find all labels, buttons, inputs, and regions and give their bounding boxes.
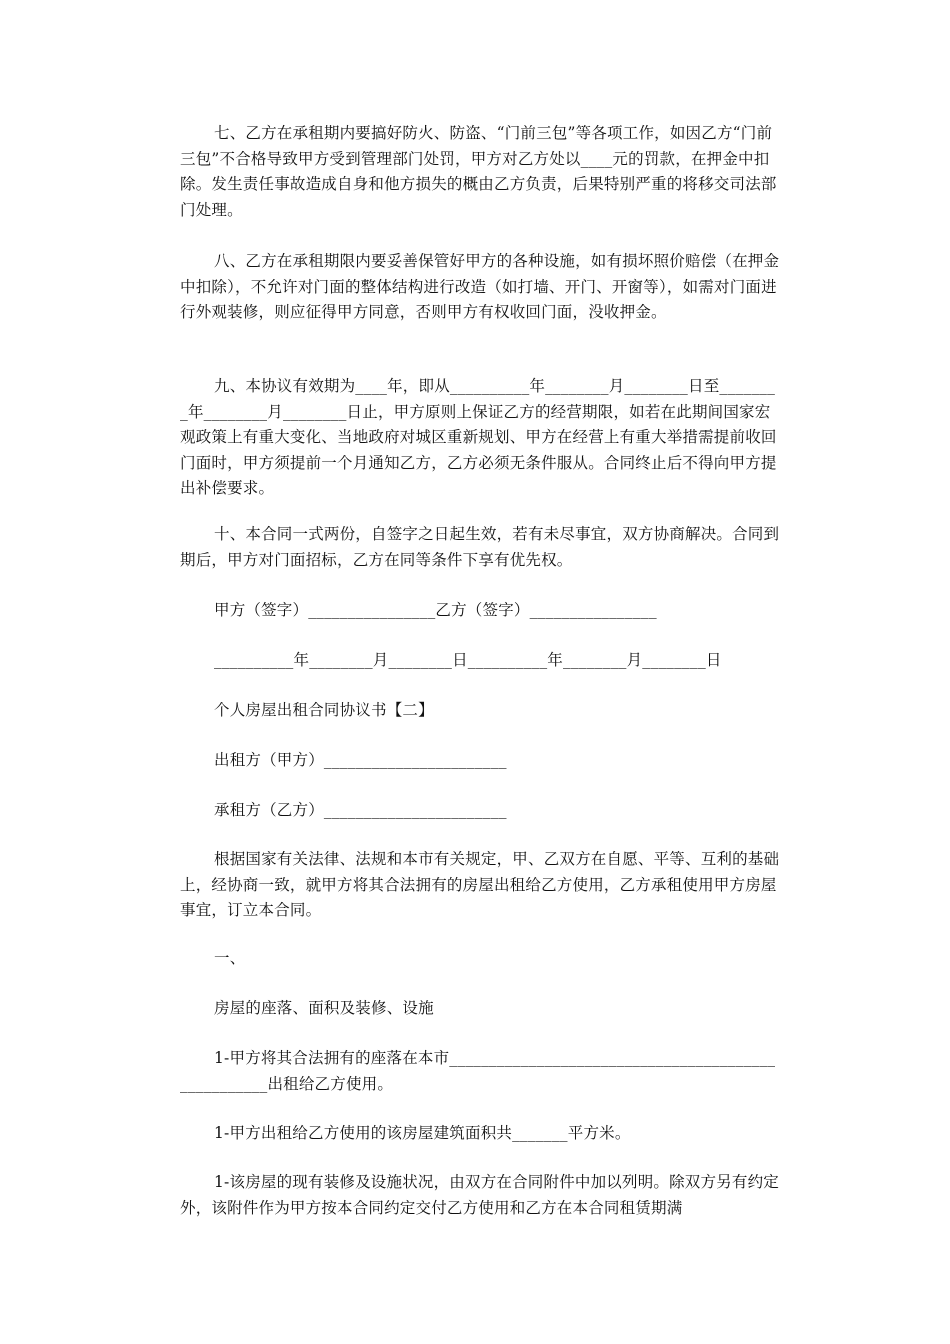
lessee-line: 承租方（乙方）_______________________ [214, 801, 507, 819]
clause-9-paragraph: 九、本协议有效期为____年，即从__________年________月________日至________年________月________日止，甲方原则上保证乙方的经营期限，如若在此期间国家宏观政策上有重大变化、当地政府对城区重新规划、甲方在经营上有重大举措需提前收回门面时，甲方须提前一个月通知乙方，乙方必须无条件服从。合同终止后不得向甲方提出补偿要求。 [180, 377, 777, 498]
article-1-3-paragraph: 1-该房屋的现有装修及设施状况，由双方在合同附件中加以列明。除双方另有约定外，该附件作为甲方按本合同约定交付乙方使用和乙方在本合同租赁期满 [180, 1173, 780, 1217]
article-1-1-paragraph: 1-甲方将其合法拥有的座落在本市____________________________________________________出租给乙方使用。 [180, 1049, 776, 1093]
section-title: 个人房屋出租合同协议书【二】 [214, 701, 434, 719]
article-1-2-paragraph: 1-甲方出租给乙方使用的该房屋建筑面积共_______平方米。 [214, 1124, 631, 1142]
article-1-title: 房屋的座落、面积及装修、设施 [214, 999, 434, 1017]
clause-8-paragraph: 八、乙方在承租期限内要妥善保管好甲方的各种设施，如有损坏照价赔偿（在押金中扣除），不允许对门面的整体结构进行改造（如打墙、开门、开窗等），如需对门面进行外观装修，则应征得甲方同意，否则甲方有权收回门面，没收押金。 [180, 252, 780, 322]
clause-7-paragraph: 七、乙方在承租期内要搞好防火、防盗、“门前三包”等各项工作，如因乙方“门前三包”不合格导致甲方受到管理部门处罚，甲方对乙方处以____元的罚款，在押金中扣除。发生责任事故造成自身和他方损失的概由乙方负责，后果特别严重的将移交司法部门处理。 [180, 124, 777, 219]
article-1-heading: 一、 [214, 949, 246, 967]
lessor-line: 出租方（甲方）_______________________ [214, 751, 507, 769]
date-line: __________年________月________日__________年________月________日 [214, 651, 722, 669]
preamble-paragraph: 根据国家有关法律、法规和本市有关规定，甲、乙双方在自愿、平等、互利的基础上，经协商一致，就甲方将其合法拥有的房屋出租给乙方使用，乙方承租使用甲方房屋事宜，订立本合同。 [180, 850, 780, 920]
signature-line: 甲方（签字）________________乙方（签字）________________ [214, 601, 657, 619]
clause-10-paragraph: 十、本合同一式两份，自签字之日起生效，若有未尽事宜，双方协商解决。合同到期后，甲方对门面招标，乙方在同等条件下享有优先权。 [180, 525, 780, 569]
